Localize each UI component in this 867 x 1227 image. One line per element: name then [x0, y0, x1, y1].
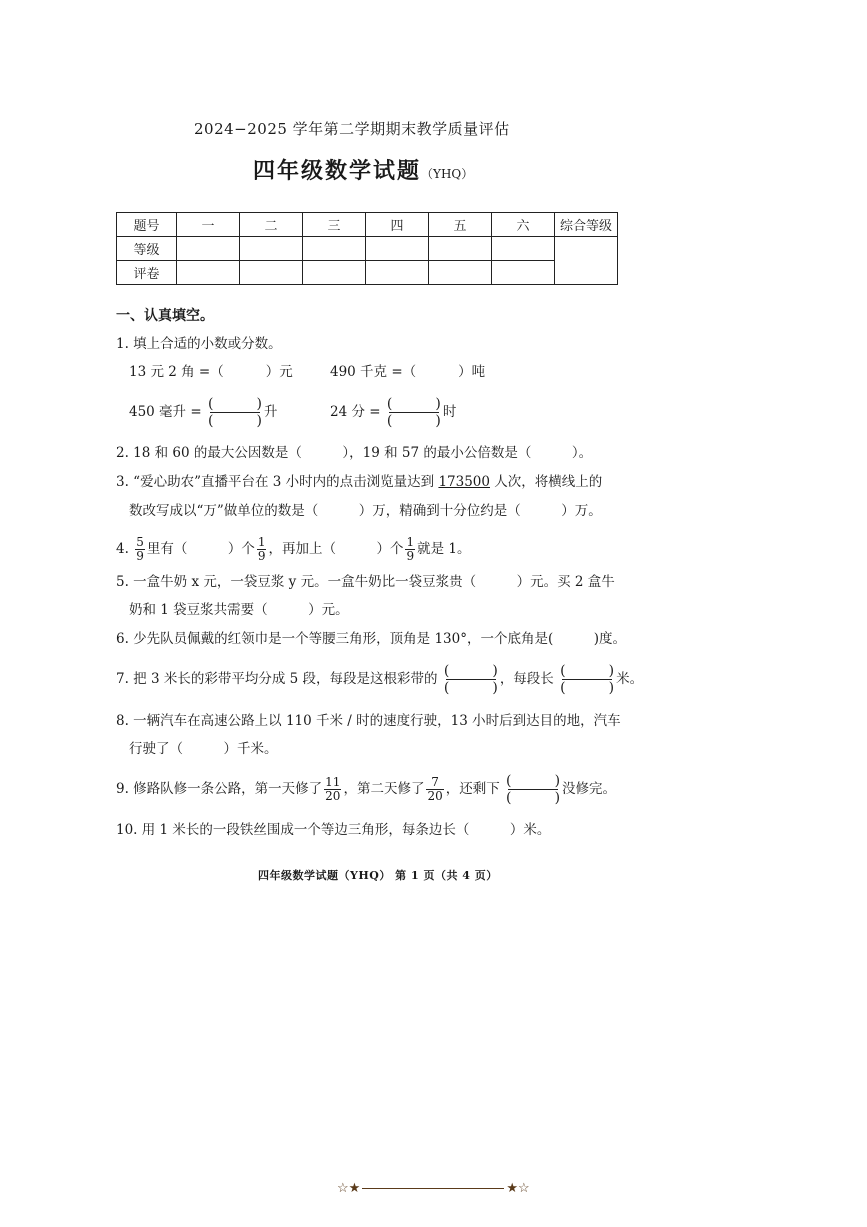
grade-table-row	[117, 237, 618, 261]
reviewer-cell[interactable]	[177, 261, 240, 285]
decorative-divider	[337, 1181, 530, 1196]
star-icon: ★☆	[506, 1181, 530, 1196]
grade-table-row	[117, 261, 618, 285]
fraction-blank[interactable]: ( ) ( )	[386, 396, 441, 429]
question-3-line2: 数改写成以“万”做单位的数是（ ）万，精确到十分位约是（ ）万。	[129, 503, 602, 519]
question-3-line1	[116, 472, 602, 492]
q1d-post: 时	[442, 404, 457, 420]
question-6: 6. 少先队员佩戴的红领巾是一个等腰三角形，顶角是 130°，一个底角是( )度。	[116, 631, 627, 647]
q1d-pre: 24 分 =	[330, 404, 381, 420]
grade-table-col: 三	[303, 213, 366, 237]
question-1c	[129, 396, 277, 429]
fraction-blank[interactable]: ( ) ( )	[560, 663, 615, 696]
grade-table	[116, 212, 618, 285]
q3-post: 人次，将横线上的	[489, 474, 603, 490]
q1a-post: ）元	[265, 364, 293, 380]
fraction: $\frac{1}{9}$	[406, 535, 415, 563]
grade-table-row-label: 评卷	[117, 261, 177, 285]
q1b-pre: 490 千克 =（	[330, 364, 417, 380]
grade-table-col: 一	[177, 213, 240, 237]
question-8-line1: 8. 一辆汽车在高速公路上以 110 千米 / 时的速度行驶，13 小时后到达目的地，汽车	[116, 713, 621, 729]
fraction: $\frac{5}{9}$	[136, 535, 144, 563]
q9-pre: 9. 修路队修一条公路，第一天修了	[116, 781, 323, 797]
q9-end: 没修完。	[562, 781, 617, 797]
grade-table-header-label: 题号	[117, 213, 177, 237]
grade-table-header-row	[117, 213, 618, 237]
grade-table-col: 六	[492, 213, 555, 237]
question-7	[116, 663, 643, 696]
grade-cell[interactable]	[366, 237, 429, 261]
reviewer-cell[interactable]	[492, 261, 555, 285]
fraction: $\frac{11}{20}$	[325, 775, 341, 803]
fraction-blank[interactable]: ( ) ( )	[443, 663, 498, 696]
question-4	[116, 536, 471, 563]
question-1-stem: 1. 填上合适的小数或分数。	[116, 336, 282, 352]
q1c-pre: 450 毫升 =	[129, 404, 202, 420]
overall-grade-cell[interactable]	[555, 237, 618, 285]
question-9	[116, 773, 616, 806]
fraction: $\frac{7}{20}$	[427, 775, 443, 803]
q1a-pre: 13 元 2 角 =（	[129, 364, 224, 380]
grade-table-row-label: 等级	[117, 237, 177, 261]
q3-pre: 3. “爱心助农”直播平台在 3 小时内的点击浏览量达到	[116, 474, 439, 490]
grade-cell[interactable]	[240, 237, 303, 261]
reviewer-cell[interactable]	[303, 261, 366, 285]
fraction-blank[interactable]: ( ) ( )	[506, 773, 561, 806]
fraction: $\frac{1}{9}$	[257, 535, 266, 563]
q4-number: 4.	[116, 541, 129, 557]
grade-table-col: 二	[240, 213, 303, 237]
q7-mid: ，每段长	[499, 671, 554, 687]
question-5-line1: 5. 一盒牛奶 x 元，一袋豆浆 y 元。一盒牛奶比一袋豆浆贵（ ）元。买 2 盒牛	[116, 574, 615, 590]
question-8-line2: 行驶了（ ）千米。	[129, 741, 278, 757]
grade-table-col: 四	[366, 213, 429, 237]
exam-title-text: 四年级数学试题	[253, 158, 422, 184]
divider-line	[362, 1188, 504, 1189]
fraction-blank[interactable]: ( ) ( )	[207, 396, 262, 429]
q7-end: 米。	[616, 671, 644, 687]
exam-title	[253, 154, 473, 185]
question-1a	[129, 362, 293, 382]
reviewer-cell[interactable]	[429, 261, 492, 285]
q1c-post: 升	[263, 404, 278, 420]
grade-cell[interactable]	[429, 237, 492, 261]
question-2: 2. 18 和 60 的最大公因数是（ ），19 和 57 的最小公倍数是（ ）。	[116, 445, 593, 461]
star-icon: ☆★	[337, 1181, 361, 1196]
grade-cell[interactable]	[177, 237, 240, 261]
grade-cell[interactable]	[492, 237, 555, 261]
q3-underlined-number: 173500	[438, 474, 490, 490]
reviewer-cell[interactable]	[366, 261, 429, 285]
section-title: 一、认真填空。	[116, 308, 214, 324]
reviewer-cell[interactable]	[240, 261, 303, 285]
q4-end: 就是 1。	[417, 541, 471, 557]
q9-mid2: ，还剩下	[445, 781, 500, 797]
exam-code: （YHQ）	[421, 167, 474, 181]
q1b-post: ）吨	[458, 364, 486, 380]
question-1d	[330, 396, 456, 429]
question-5-line2: 奶和 1 袋豆浆共需要（ ）元。	[129, 602, 349, 618]
grade-table-overall-label: 综合等级	[555, 213, 618, 237]
term-title: 2024−2025 学年第二学期期末教学质量评估	[194, 120, 510, 138]
q7-pre: 7. 把 3 米长的彩带平均分成 5 段，每段是这根彩带的	[116, 671, 438, 687]
question-1b	[330, 362, 485, 382]
q4-mid2: ，再加上（ ）个	[268, 541, 404, 557]
question-10: 10. 用 1 米长的一段铁丝围成一个等边三角形，每条边长（ ）米。	[116, 822, 551, 838]
grade-table-col: 五	[429, 213, 492, 237]
grade-cell[interactable]	[303, 237, 366, 261]
q4-mid1: 里有（ ）个	[146, 541, 255, 557]
q9-mid: ，第二天修了	[343, 781, 425, 797]
page-footer: 四年级数学试题（YHQ） 第 1 页（共 4 页）	[258, 869, 498, 882]
